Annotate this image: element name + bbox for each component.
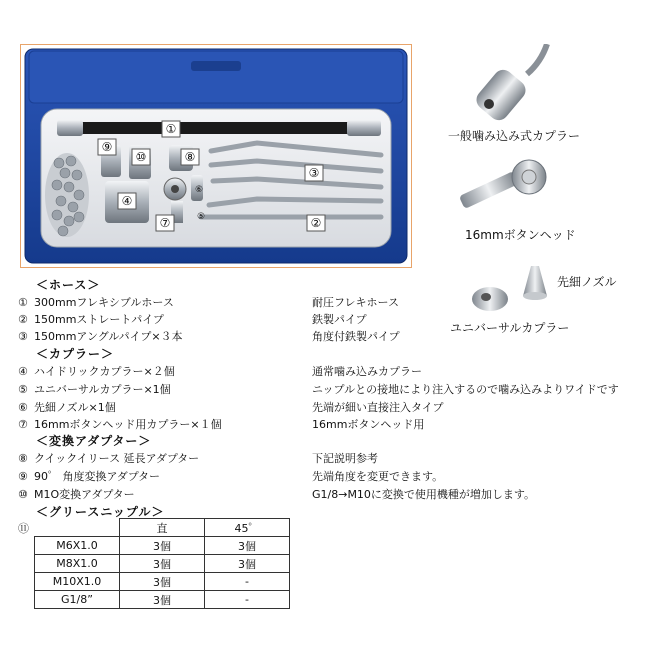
coupler-label: 一般噛み込み式カプラー [448, 129, 581, 143]
callout-7: ⑦ [159, 216, 171, 230]
desc-6: 先端が細い直接注入タイプ [312, 401, 444, 414]
item-2: ② 150mmストレートパイプ [18, 313, 164, 326]
callout-8: ⑧ [184, 150, 196, 164]
nozzle-photo [515, 262, 555, 302]
callout-1: ① [165, 122, 177, 136]
callout-9: ⑨ [101, 140, 113, 154]
item-10: ⑩ M1O変換アダプター [18, 488, 135, 501]
table-header-straight: 直 [120, 519, 205, 537]
callout-5: ⑤ [196, 212, 206, 222]
callout-3: ③ [308, 166, 320, 180]
button-head-label: 16mmボタンヘッド [465, 228, 576, 242]
table-row: M10X1.0 3個 - [35, 573, 290, 591]
table-marker: ⑪ [18, 522, 29, 535]
item-3: ③ 150mmアングルパイプ×３本 [18, 330, 183, 343]
table-row: M8X1.0 3個 3個 [35, 555, 290, 573]
kit-case-illustration [21, 45, 411, 267]
universal-coupler-label: ユニバーサルカプラー [450, 321, 570, 335]
item-1: ① 300mmフレキシブルホース [18, 296, 174, 309]
desc-3: 角度付鉄製パイプ [312, 330, 400, 343]
callout-4: ④ [121, 194, 133, 208]
section-coupler: ＜カプラー＞ [36, 347, 115, 361]
nipple-table [34, 518, 290, 609]
section-adapter: ＜変換アダプター＞ [36, 434, 152, 448]
item-7: ⑦ 16mmボタンヘッド用カプラー×１個 [18, 418, 222, 431]
button-head-photo [455, 155, 565, 221]
section-hose: ＜ホース＞ [36, 278, 101, 292]
item-8: ⑧ クイックイリース 延長アダプター [18, 452, 200, 465]
desc-8: 下記説明参考 [312, 452, 378, 465]
coupler-photo [455, 44, 555, 126]
desc-7: 16mmボタンヘッド用 [312, 418, 425, 431]
nipple-pile [45, 153, 89, 237]
callout-10: ⑩ [135, 150, 147, 164]
table-row: G1/8” 3個 - [35, 591, 290, 609]
desc-4: 通常噛み込みカプラー [312, 365, 422, 378]
item-5: ⑤ ユニバーサルカプラー×1個 [18, 383, 171, 396]
callout-2: ② [310, 216, 322, 230]
item-4: ④ ハイドリックカプラー×２個 [18, 365, 175, 378]
desc-5: ニップルとの接地により注入するので噛み込みよりワイドです [312, 383, 619, 396]
item-9: ⑨ 90゜ 角度変換アダプター [18, 470, 160, 483]
table-row: M6X1.0 3個 3個 [35, 537, 290, 555]
nozzle-label: 先細ノズル [557, 275, 617, 289]
kit-photo [20, 44, 412, 268]
universal-coupler-photo [468, 283, 512, 315]
table-header-blank [35, 519, 120, 537]
desc-1: 耐圧フレキホース [312, 296, 400, 309]
table-header-row [35, 519, 290, 537]
section-nipple: ＜グリースニップル＞ [36, 505, 165, 519]
callout-6: ⑥ [194, 185, 204, 195]
desc-9: 先端角度を変更できます。 [312, 470, 444, 483]
desc-2: 鉄製パイプ [312, 313, 367, 326]
item-6: ⑥ 先細ノズル×1個 [18, 401, 116, 414]
desc-10: G1/8→M10に変換で使用機種が増加します。 [312, 488, 536, 501]
table-header-45: 45゜ [205, 519, 290, 537]
